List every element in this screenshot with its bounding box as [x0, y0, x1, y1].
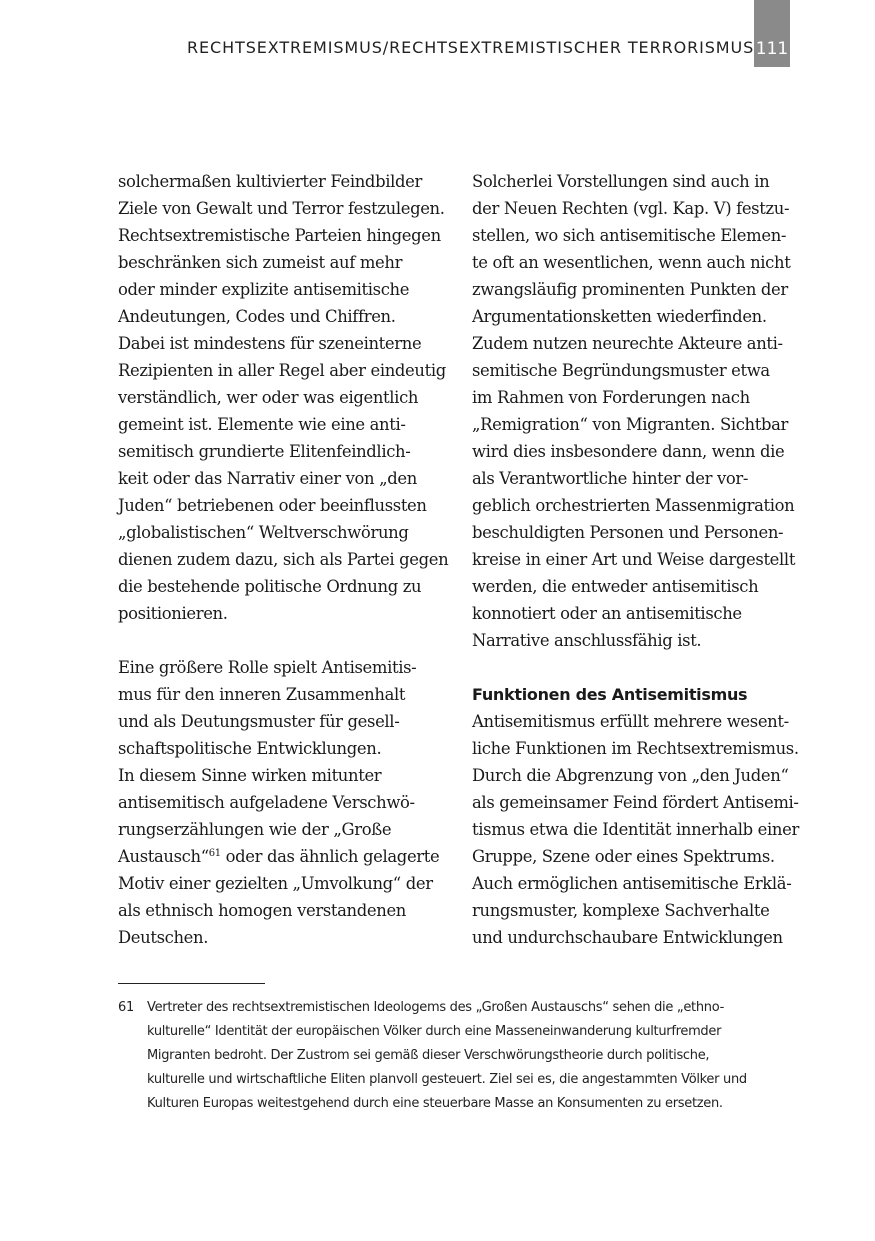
text-line: werden, die entweder antisemitisch: [472, 577, 759, 596]
text-line: Gruppe, Szene oder eines Spektrums.: [472, 847, 775, 866]
text-line: mus für den inneren Zusammenhalt: [118, 685, 406, 704]
right-paragraph-1: [472, 168, 802, 654]
text-line: „globalistischen“ Weltverschwörung: [118, 523, 409, 542]
footnote-reference-line: Austausch“$^{61}$ oder das ähnlich gelagerte: [118, 847, 440, 866]
text-line: kulturelle und wirtschaftliche Eliten planvoll gesteuert. Ziel sei es, die angestammten Völker und: [147, 1072, 747, 1087]
text-line: Juden“ betriebenen oder beeinflussten: [118, 496, 427, 515]
text-line: Migranten bedroht. Der Zustrom sei gemäß dieser Verschwörungstheorie durch politische,: [147, 1048, 710, 1063]
text-line: Rezipienten in aller Regel aber eindeutig: [118, 361, 446, 380]
text-line: verständlich, wer oder was eigentlich: [118, 388, 419, 407]
right-paragraph-2: [472, 708, 802, 951]
text-line: rungserzählungen wie der „Große: [118, 820, 392, 839]
text-line: Motiv einer gezielten „Umvolkung“ der: [118, 874, 433, 893]
text-line: solchermaßen kultivierter Feindbilder: [118, 172, 422, 191]
running-header: RECHTSEXTREMISMUS/RECHTSEXTREMISTISCHER TERRORISMUS: [187, 38, 755, 57]
text-line: kreise in einer Art und Weise dargestellt: [472, 550, 796, 569]
text-line: liche Funktionen im Rechtsextremismus.: [472, 739, 799, 758]
text-line: schaftspolitische Entwicklungen.: [118, 739, 382, 758]
text-line: Deutschen.: [118, 928, 209, 947]
text-line: Rechtsextremistische Parteien hingegen: [118, 226, 441, 245]
text-line: beschränken sich zumeist auf mehr: [118, 253, 403, 272]
text-line: Solcherlei Vorstellungen sind auch in: [472, 172, 770, 191]
footnote-number: 61: [118, 1000, 134, 1015]
text-line: semitisch grundierte Elitenfeindlich-: [118, 442, 411, 461]
text-line: als ethnisch homogen verstandenen: [118, 901, 407, 920]
text-line: gemeint ist. Elemente wie eine anti-: [118, 415, 406, 434]
text-line: „Remigration“ von Migranten. Sichtbar: [472, 415, 789, 434]
text-line: antisemitisch aufgeladene Verschwö-: [118, 793, 415, 812]
text-line: zwangsläufig prominenten Punkten der: [472, 280, 788, 299]
text-line: semitische Begründungsmuster etwa: [472, 361, 770, 380]
text-line: beschuldigten Personen und Personen-: [472, 523, 784, 542]
text-line: die bestehende politische Ordnung zu: [118, 577, 422, 596]
text-line: als gemeinsamer Feind fördert Antisemi-: [472, 793, 799, 812]
footnote-text: [147, 996, 747, 1116]
text-line: oder minder explizite antisemitische: [118, 280, 410, 299]
page-number: 111: [755, 39, 789, 59]
text-line: und als Deutungsmuster für gesell-: [118, 712, 400, 731]
text-line: der Neuen Rechten (vgl. Kap. V) festzu-: [472, 199, 790, 218]
text-line: im Rahmen von Forderungen nach: [472, 388, 750, 407]
text-line: Auch ermöglichen antisemitische Erklä-: [472, 874, 792, 893]
text-line: rungsmuster, komplexe Sachverhalte: [472, 901, 770, 920]
text-line: Ziele von Gewalt und Terror festzulegen.: [118, 199, 445, 218]
text-line: dienen zudem dazu, sich als Partei gegen: [118, 550, 449, 569]
text-line: te oft an wesentlichen, wenn auch nicht: [472, 253, 791, 272]
page-number-box: [754, 0, 790, 67]
text-line: Dabei ist mindestens für szeneinterne: [118, 334, 422, 353]
right-column: [472, 168, 802, 951]
text-line: keit oder das Narrativ einer von „den: [118, 469, 417, 488]
text-line: Argumentationsketten wiederfinden.: [472, 307, 767, 326]
text-line: Zudem nutzen neurechte Akteure anti-: [472, 334, 783, 353]
text-line: Durch die Abgrenzung von „den Juden“: [472, 766, 789, 785]
text-line: geblich orchestrierten Massenmigration: [472, 496, 795, 515]
left-paragraph-2: [118, 654, 448, 951]
left-paragraph-1: [118, 168, 448, 627]
text-line: Andeutungen, Codes und Chiffren.: [118, 307, 396, 326]
text-line: tismus etwa die Identität innerhalb einer: [472, 820, 799, 839]
text-line: Antisemitismus erfüllt mehrere wesent-: [472, 712, 789, 731]
footnote-divider: [118, 983, 265, 984]
text-line: positionieren.: [118, 604, 228, 623]
section-heading: Funktionen des Antisemitismus: [472, 685, 748, 704]
text-line: Kulturen Europas weitestgehend durch eine steuerbare Masse an Konsumenten zu ersetzen.: [147, 1096, 723, 1111]
text-line: stellen, wo sich antisemitische Elemen-: [472, 226, 787, 245]
text-line: konnotiert oder an antisemitische: [472, 604, 742, 623]
text-line: Eine größere Rolle spielt Antisemitis-: [118, 658, 417, 677]
text-line: Narrative anschlussfähig ist.: [472, 631, 702, 650]
footnote-reference-61[interactable]: 61: [208, 848, 221, 859]
text-line: kulturelle“ Identität der europäischen Völker durch eine Masseneinwanderung kulturfremder: [147, 1024, 722, 1039]
text-line: Vertreter des rechtsextremistischen Ideologems des „Großen Austauschs“ sehen die „ethno-: [147, 1000, 724, 1015]
text-line: und undurchschaubare Entwicklungen: [472, 928, 783, 947]
text-line: wird dies insbesondere dann, wenn die: [472, 442, 785, 461]
left-column: [118, 168, 448, 951]
text-line: In diesem Sinne wirken mitunter: [118, 766, 382, 785]
text-line: als Verantwortliche hinter der vor-: [472, 469, 749, 488]
